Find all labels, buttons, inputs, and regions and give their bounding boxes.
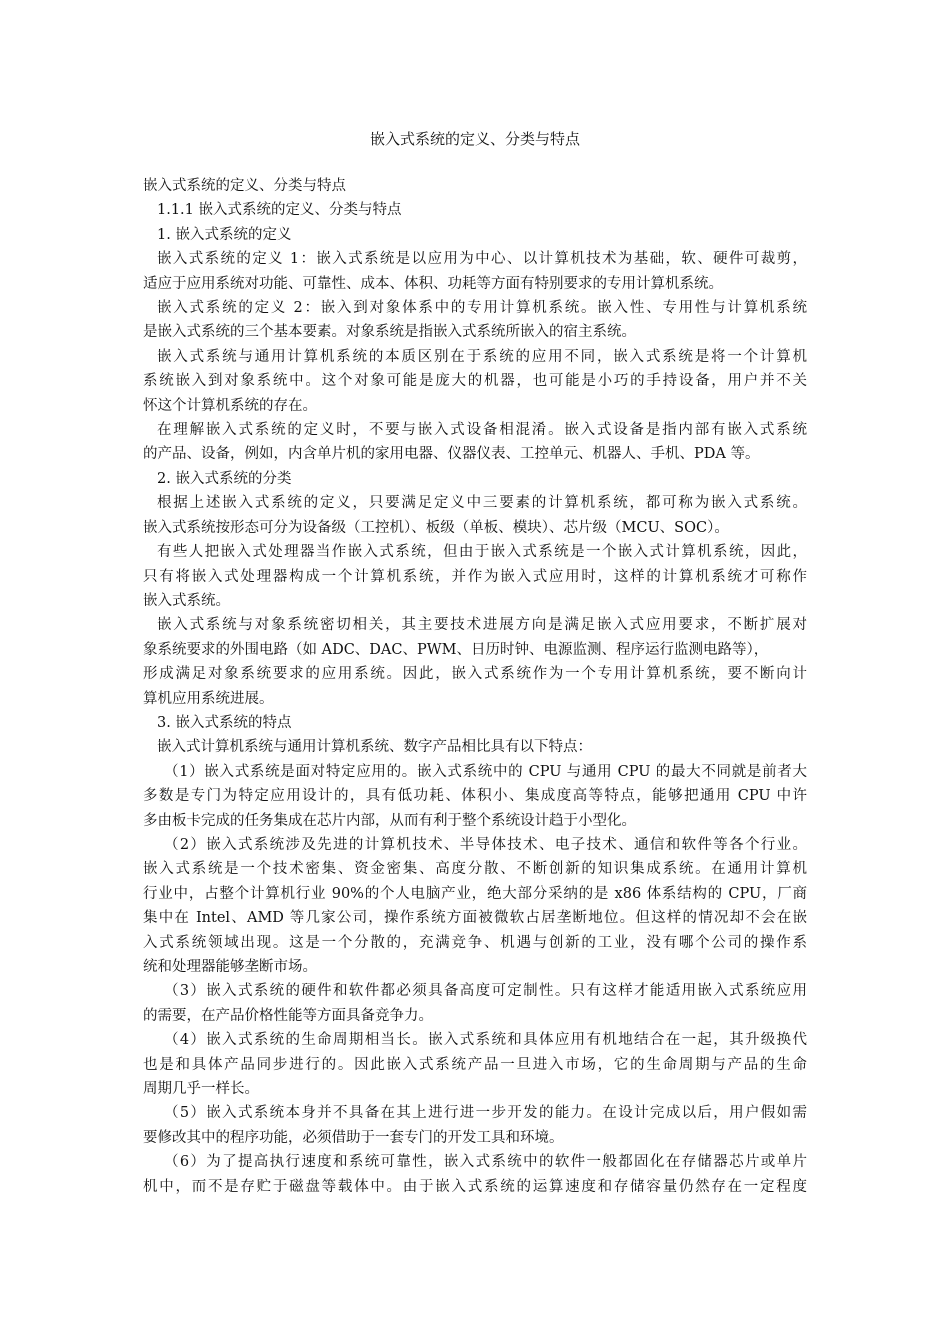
text-line: 多数是专门为特定应用设计的，具有低功耗、体积小、集成度高等特点，能够把通用 CPU 中许: [143, 788, 807, 805]
text-line: 的需要，在产品价格性能等方面具备竞争力。: [143, 1007, 433, 1024]
text-line: （2）嵌入式系统涉及先进的计算机技术、半导体技术、电子技术、通信和软件等各个行业。: [164, 836, 807, 853]
text-line: 只有将嵌入式处理器构成一个计算机系统，并作为嵌入式应用时，这样的计算机系统才可称作: [143, 568, 807, 585]
text-line: 嵌入式系统。: [143, 592, 230, 609]
text-line: 的产品、设备，例如，内含单片机的家用电器、仪器仪表、工控单元、机器人、手机、PDA 等。: [143, 446, 760, 463]
text-line: 算机应用系统进展。: [143, 690, 274, 707]
text-line: 统和处理器能够垄断市场。: [143, 959, 317, 975]
text-line: 有些人把嵌入式处理器当作嵌入式系统，但由于嵌入式系统是一个嵌入式计算机系统，因此，: [157, 544, 807, 561]
text-line: 也是和具体产品同步进行的。因此嵌入式系统产品一旦进入市场，它的生命周期与产品的生命: [143, 1056, 807, 1073]
text-line: 嵌入式计算机系统与通用计算机系统、数字产品相比具有以下特点：: [157, 739, 592, 756]
text-line: （6）为了提高执行速度和系统可靠性，嵌入式系统中的软件一般都固化在存储器芯片或单片: [164, 1154, 807, 1171]
text-line: 3. 嵌入式系统的特点: [157, 714, 292, 731]
text-line: 是嵌入式系统的三个基本要素。对象系统是指嵌入式系统所嵌入的宿主系统。: [143, 324, 636, 341]
text-line: 系统嵌入到对象系统中。这个对象可能是庞大的机器，也可能是小巧的手持设备，用户并不关: [143, 373, 807, 390]
text-line: 机中，而不是存贮于磁盘等载体中。由于嵌入式系统的运算速度和存储容量仍然存在一定程度: [143, 1178, 807, 1195]
text-line: 周期几乎一样长。: [143, 1081, 259, 1098]
text-line: （3）嵌入式系统的硬件和软件都必须具备高度可定制性。只有这样才能适用嵌入式系统应用: [164, 983, 807, 1000]
text-line: 集中在 Intel、AMD 等几家公司，操作系统方面被微软占居垄断地位。但这样的情况却不会在嵌: [143, 910, 807, 927]
document-body: [143, 174, 807, 1199]
text-line: 嵌入式系统的定义、分类与特点: [143, 178, 346, 194]
document-title: 嵌入式系统的定义、分类与特点: [369, 130, 580, 148]
text-line: 嵌入式系统的定义 2：嵌入到对象体系中的专用计算机系统。嵌入性、专用性与计算机系统: [157, 300, 807, 317]
text-line: 入式系统领域出现。这是一个分散的，充满竞争、机遇与创新的工业，没有哪个公司的操作系: [143, 934, 807, 951]
text-line: 象系统要求的外围电路（如 ADC、DAC、PWM、日历时钟、电源监测、程序运行监测电路等），: [143, 641, 769, 658]
text-line: 1.1.1 嵌入式系统的定义、分类与特点: [157, 202, 402, 219]
text-line: 适应于应用系统对功能、可靠性、成本、体积、功耗等方面有特别要求的专用计算机系统。: [143, 275, 723, 292]
text-line: 1. 嵌入式系统的定义: [157, 226, 292, 243]
text-line: 形成满足对象系统要求的应用系统。因此，嵌入式系统作为一个专用计算机系统，要不断向计: [143, 666, 807, 683]
text-line: 嵌入式系统按形态可分为设备级（工控机）、板级（单板、模块）、芯片级（MCU、SOC）。: [143, 519, 729, 536]
text-line: （4）嵌入式系统的生命周期相当长。嵌入式系统和具体应用有机地结合在一起，其升级换代: [164, 1032, 807, 1049]
text-line: 2. 嵌入式系统的分类: [157, 470, 292, 487]
text-line: （1）嵌入式系统是面对特定应用的。嵌入式系统中的 CPU 与通用 CPU 的最大不同就是前者大: [164, 763, 807, 780]
text-line: 要修改其中的程序功能，必须借助于一套专门的开发工具和环境。: [143, 1129, 564, 1146]
text-line: 嵌入式系统是一个技术密集、资金密集、高度分散、不断创新的知识集成系统。在通用计算机: [143, 861, 807, 878]
text-line: 嵌入式系统的定义 1：嵌入式系统是以应用为中心、以计算机技术为基础，软、硬件可裁剪，: [157, 251, 807, 268]
text-line: 在理解嵌入式系统的定义时，不要与嵌入式设备相混淆。嵌入式设备是指内部有嵌入式系统: [157, 422, 807, 439]
text-line: （5）嵌入式系统本身并不具备在其上进行进一步开发的能力。在设计完成以后，用户假如需: [164, 1105, 807, 1122]
text-line: 怀这个计算机系统的存在。: [143, 397, 317, 414]
text-line: 多由板卡完成的任务集成在芯片内部，从而有利于整个系统设计趋于小型化。: [143, 812, 636, 829]
text-line: 行业中，占整个计算机行业 90%的个人电脑产业，绝大部分采纳的是 x86 体系结构的 CPU，厂商: [143, 885, 807, 902]
text-line: 嵌入式系统与通用计算机系统的本质区别在于系统的应用不同，嵌入式系统是将一个计算机: [157, 348, 807, 365]
text-line: 嵌入式系统与对象系统密切相关，其主要技术进展方向是满足嵌入式应用要求，不断扩展对: [157, 617, 807, 634]
text-line: 根据上述嵌入式系统的定义，只要满足定义中三要素的计算机系统，都可称为嵌入式系统。: [157, 495, 807, 512]
